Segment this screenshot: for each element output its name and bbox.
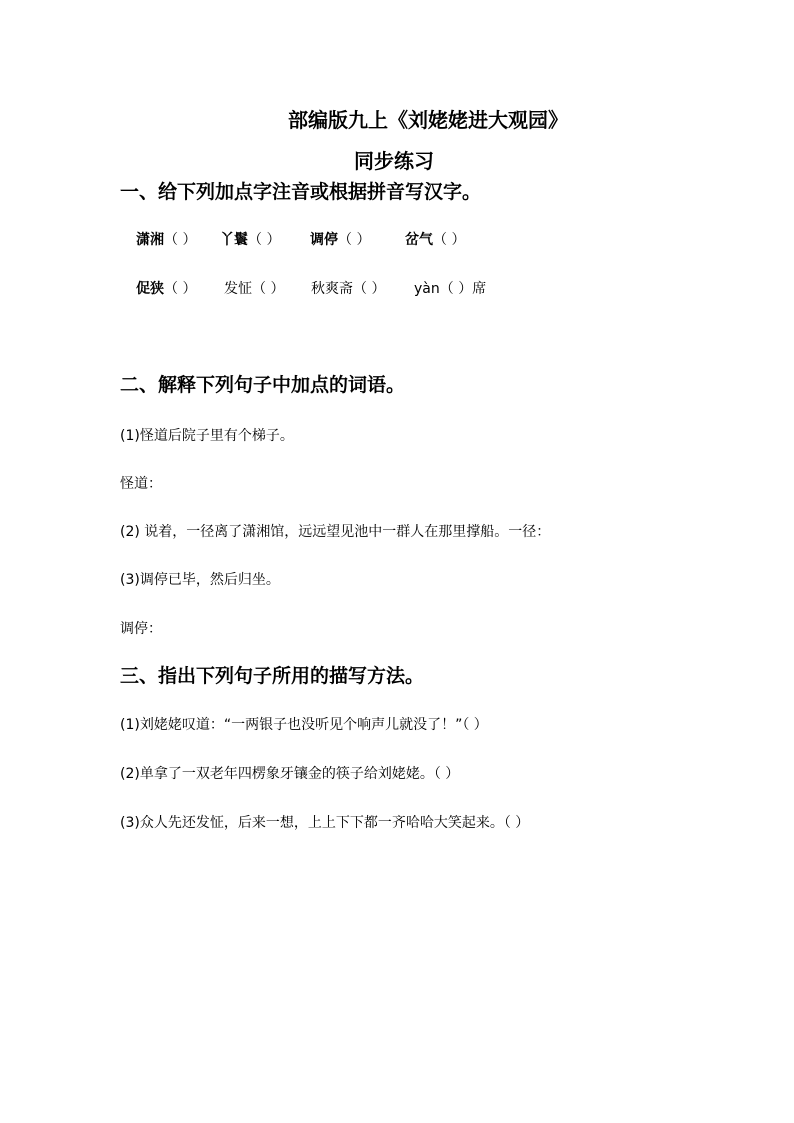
section2-item-2: 怪道： [120, 476, 162, 492]
section2-item-4: (3)调停已毕，然后归坐。 [120, 572, 280, 588]
answer-blank: （ ） [338, 232, 371, 248]
section2-item-5: 调停： [120, 621, 162, 637]
section1-heading: 一、给下列加点字注音或根据拼音写汉字。 [120, 181, 482, 203]
pinyin-item-3 [310, 229, 370, 249]
section2-item-1: (1)怪道后院子里有个梯子。 [120, 428, 294, 444]
pinyin-word: 丫鬟 [220, 232, 248, 248]
section3-item-1: (1)刘姥姥叹道：“一两银子也没听见个响声儿就没了！”（ ） [120, 717, 488, 733]
pinyin-word: yàn [414, 281, 440, 297]
answer-blank: （ ） [252, 281, 285, 297]
answer-blank: （ ） [353, 281, 386, 297]
pinyin-item-7 [311, 278, 385, 298]
pinyin-word: 秋爽斋 [311, 281, 353, 297]
pinyin-word: 潇湘 [136, 232, 164, 248]
answer-blank: （ ） [164, 232, 197, 248]
answer-blank: （ ） [164, 281, 197, 297]
pinyin-item-6 [224, 278, 284, 298]
answer-blank: （ ） [248, 232, 281, 248]
section3-heading: 三、指出下列句子所用的描写方法。 [120, 665, 425, 687]
section3-item-3: (3)众人先还发怔，后来一想，上上下下都一齐哈哈大笑起来。（ ） [120, 815, 530, 831]
answer-blank: （ ） [433, 232, 466, 248]
doc-title-line2: 同步练习 [354, 149, 434, 173]
pinyin-item-8 [414, 278, 486, 298]
pinyin-item-4 [405, 229, 465, 249]
section2-heading: 二、解释下列句子中加点的词语。 [120, 374, 406, 396]
section3-item-2: (2)单拿了一双老年四楞象牙镶金的筷子给刘姥姥。（ ） [120, 766, 460, 782]
pinyin-word: 岔气 [405, 232, 433, 248]
pinyin-item-1 [136, 229, 196, 249]
pinyin-word: 发怔 [224, 281, 252, 297]
pinyin-word: 促狭 [136, 281, 164, 297]
pinyin-item-2 [220, 229, 280, 249]
section2-item-3: (2) 说着，一径离了潇湘馆，远远望见池中一群人在那里撑船。一径： [120, 524, 551, 540]
pinyin-item-5 [136, 278, 196, 298]
doc-title-line1: 部编版九上《刘姥姥进大观园》 [288, 108, 568, 132]
pinyin-word: 调停 [310, 232, 338, 248]
answer-blank: （ ）席 [439, 281, 487, 297]
